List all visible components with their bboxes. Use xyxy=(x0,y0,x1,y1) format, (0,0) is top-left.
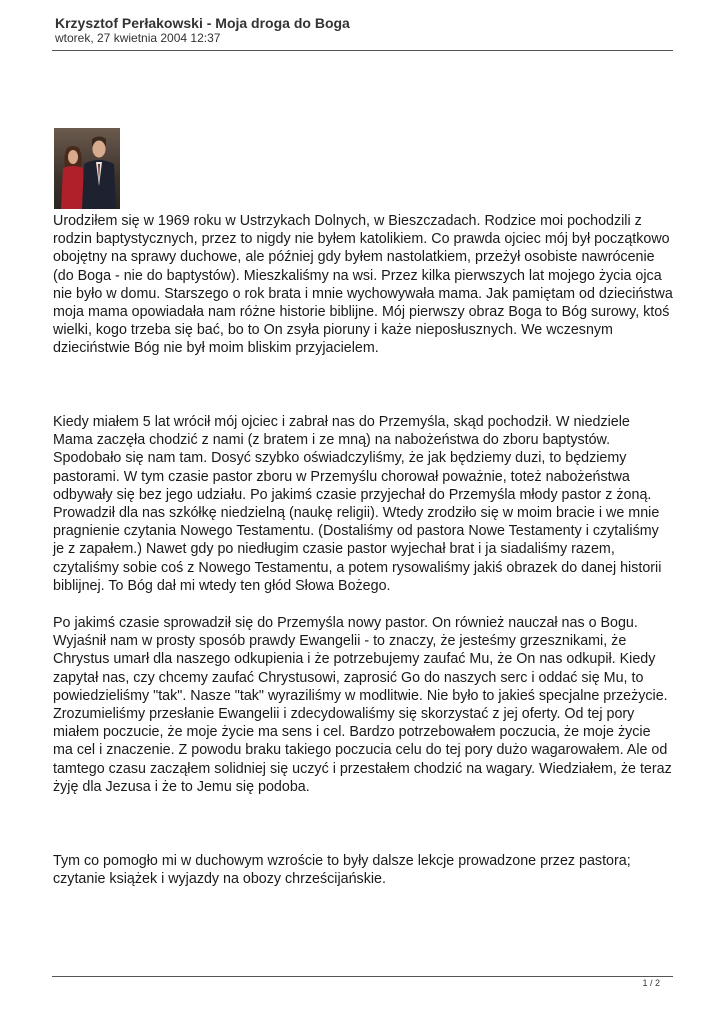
document-header xyxy=(55,15,673,46)
paragraph-1-text: Urodziłem się w 1969 roku w Ustrzykach Dolnych, w Bieszczadach. Rodzice moi pochodzili z rodzin baptystycznych, przez to nigdy nie byłem katolikiem. Co prawda ojciec mój był początkowo obojętny na sprawy duchowe, ale później gdy byłem nastolatkiem, przeżył osobiste nawrócenie (do Boga - nie do baptystów). Mieszkaliśmy na wsi. Przez kilka pierwszych lat mojego życia ojca nie było w domu. Starszego o rok brata i mnie wychowywała mama. Jak pamiętam od dzieciństwa moja mama opowiadała nam różne historie biblijne. Mój pierwszy obraz Boga to Bóg surowy, ktoś wielki, kogo trzeba się bać, bo to On zsyła pioruny i każe nieposłusznych. We wczesnym dzieciństwie Bóg nie był moim bliskim przyjacielem. xyxy=(53,213,673,357)
paragraph-3-text: Po jakimś czasie sprowadził się do Przemyśla nowy pastor. On również nauczał nas o Bogu. Wyjaśnił nam w prosty sposób prawdy Ewangelii - to znaczy, że jesteśmy grzesznikami, że Chrystus umarł dla naszego odkupienia i że potrzebujemy zaufać Mu, że On nas odkupił. Kiedy zapytał nas, czy chcemy zaufać Chrystusowi, zaprosić Go do naszych serc i oddać się Mu, to powiedzieliśmy "tak". Nasze "tak" wyraziliśmy w modlitwie. Nie było to jakieś specjalne przeżycie. Zrozumieliśmy przesłanie Ewangelii i zdecydowaliśmy się skorzystać z jej oferty. Od tej pory miałem poczucie, że moje życie ma sens i cel. Bardzo potrzebowałem poczucia, że moje życie ma cel i znaczenie. Z powodu braku takiego poczucia celu do tej pory dużo wagarowałem. Ale od tamtego czasu zacząłem solidniej się uczyć i przestałem chodzić na wagary. Wiedziałem, że teraz żyję dla Jezusa i że to Jemu się podoba. xyxy=(53,615,672,795)
header-rule xyxy=(52,50,673,51)
document-title: Krzysztof Perłakowski - Moja droga do Boga xyxy=(55,15,350,31)
document-date: wtorek, 27 kwietnia 2004 12:37 xyxy=(55,31,221,45)
couple-photo-icon xyxy=(54,128,120,209)
page-number: 1 / 2 xyxy=(642,978,660,988)
paragraph-2-text: Kiedy miałem 5 lat wrócił mój ojciec i zabrał nas do Przemyśla, skąd pochodził. W niedziele Mama zaczęła chodzić z nami (z bratem i ze mną) na nabożeństwa do zboru baptystów. Spodobało się nam tam. Dosyć szybko oświadczyliśmy, że jak będziemy duzi, to będziemy pastorami. W tym czasie pastor zboru w Przemyślu chorował poważnie, toteż nabożeństwa odbywały się bez jego udziału. Po jakimś czasie przyjechał do Przemyśla młody pastor z żoną. Prowadził dla nas szkółkę niedzielną (naukę religii). Wtedy zrodziło się w moim bracie i we mnie pragnienie czytania Nowego Testamentu. (Dostaliśmy od pastora Nowe Testamenty i czytaliśmy je z zapałem.) Nawet gdy po niedługim czasie pastor wyjechał brat i ja siadaliśmy razem, czytaliśmy sobie coś z Nowego Testamentu, a potem rysowaliśmy jakiś obrazek do danej historii biblijnej. To Bóg dał mi wtedy ten głód Słowa Bożego. xyxy=(53,414,662,594)
paragraph-3 xyxy=(53,614,673,796)
paragraph-1 xyxy=(53,212,673,358)
paragraph-2 xyxy=(53,413,673,595)
man-figure-icon xyxy=(82,136,116,209)
paragraph-4 xyxy=(53,852,673,888)
footer-rule xyxy=(52,976,673,977)
paragraph-4-text: Tym co pomogło mi w duchowym wzroście to były dalsze lekcje prowadzone przez pastora; czytanie książek i wyjazdy na obozy chrześcijańskie. xyxy=(53,853,631,888)
